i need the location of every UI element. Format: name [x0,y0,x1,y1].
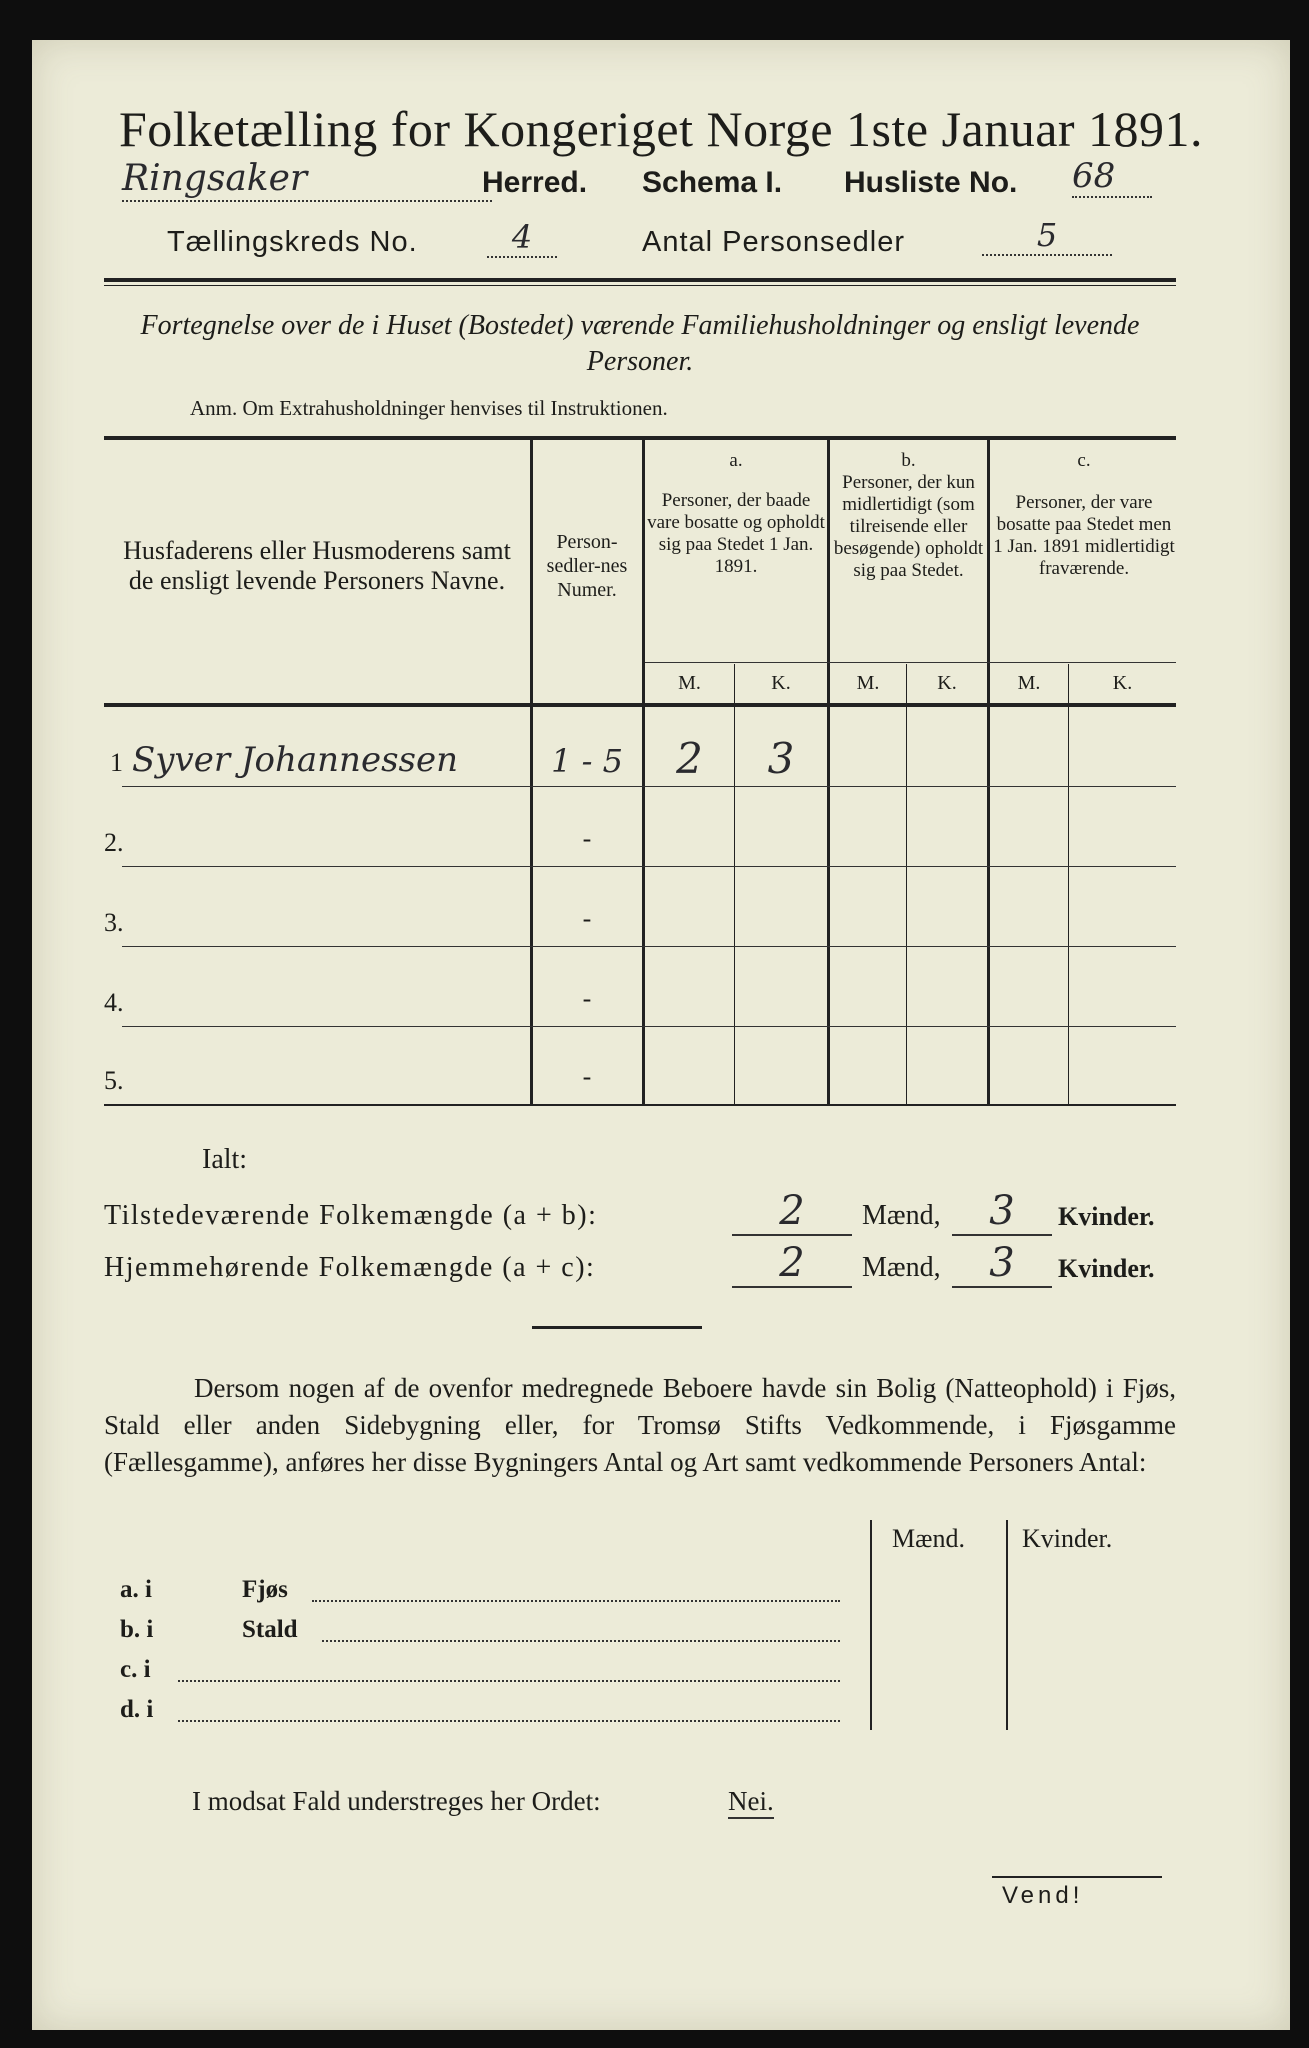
vline-a [827,440,830,1106]
row-b-dots [322,1640,840,1642]
vline-b [987,440,990,1106]
vline-b-mk [906,664,907,1106]
row-rule-2 [122,866,1176,867]
row-2-num: - [582,824,592,853]
col-a-letter: a. [729,450,743,471]
row-5-no: 5. [104,1066,124,1095]
buildings-text: Dersom nogen af de ovenfor medregnede Beboere havde sin Bolig (Natteophold) i Fjøs, Stald eller anden Sidebygning eller, for Tromsø Stifts Vedkommende, i Fjøsgamme (Fællesgamme), anføres her disse Bygningers Antal og Art samt vedkommende Personers Antal: [104,1373,1176,1477]
buildings-kvinder-header: Kvinder. [1022,1524,1113,1553]
buildings-vline-2 [1006,1520,1008,1730]
row-c-dots [178,1680,840,1682]
hjemme-kvinder-value: 3 [952,1240,1052,1288]
row-rule-1 [122,786,1176,787]
col-header-name: Husfaderens eller Husmoderens samt de ensligt levende Personers Navne. [123,536,511,595]
row-b-letter: b. i [120,1616,154,1643]
row-4-num: - [582,984,592,1013]
vline-c-mk [1068,664,1069,1106]
col-header-num: Person-sedler-nes Numer. [546,531,628,601]
row-3-num: - [582,904,592,933]
row-d-dots [178,1720,840,1722]
header-rule [104,278,1176,282]
col-header-a: Personer, der baade vare bosatte og opholdt sig paa Stedet 1 Jan. 1891. [647,490,825,577]
herred-label: Herred. [482,166,588,199]
kreds-value: 4 [487,218,557,258]
vend-label: Vend! [1002,1882,1084,1909]
husliste-label: Husliste No. [844,166,1018,199]
kreds-label: Tællingskreds No. [167,226,418,258]
vline-name [530,440,533,1106]
anm-note: Anm. Om Extrahusholdninger henvises til Instruktionen. [190,396,668,420]
separator-rule [532,1326,702,1329]
schema-label: Schema I. [642,166,783,199]
b-m-header: M. [856,672,880,694]
row-1-name: Syver Johannessen [132,740,458,780]
row-1-no: 1 [110,748,123,777]
nei-word: Nei. [728,1786,774,1819]
row-3-no: 3. [104,908,124,937]
hjemme-label: Hjemmehørende Folkemængde (a + c): [104,1252,596,1283]
table-bottom-rule [104,1104,1176,1106]
table-top-rule [104,436,1176,440]
b-k-header: K. [937,672,957,694]
husliste-value: 68 [1072,156,1152,198]
row-a-dots [312,1600,840,1602]
hjemme-maend-value: 2 [732,1240,852,1288]
vline-a-mk [734,664,735,1106]
vend-rule [992,1876,1162,1878]
c-m-header: M. [1017,672,1041,694]
nei-text: I modsat Fald understreges her Ordet: [192,1786,601,1816]
header-rule-thin [104,285,1176,286]
row-5-num: - [582,1062,592,1091]
personsedler-label: Antal Personsedler [642,226,906,258]
hjemme-maend-label: Mænd, [862,1252,941,1283]
col-c-letter: c. [1077,450,1091,471]
c-k-header: K. [1112,672,1133,694]
row-d-letter: d. i [120,1696,154,1723]
row-4-no: 4. [104,988,124,1017]
row-a-label: Fjøs [242,1576,288,1603]
table-header-rule [104,703,1176,707]
tilstede-label: Tilstedeværende Folkemængde (a + b): [104,1200,598,1231]
tilstede-kvinder-value: 3 [952,1188,1052,1236]
row-b-label: Stald [242,1616,298,1643]
row-2-no: 2. [104,828,124,857]
col-header-b: Personer, der kun midlertidigt (som tilreisende eller besøgende) opholdt sig paa Stedet. [833,472,984,581]
row-a-letter: a. i [120,1576,152,1603]
a-k-header: K. [771,672,791,694]
col-header-c: Personer, der vare bosatte paa Stedet men 1 Jan. 1891 midlertidigt fraværende. [993,492,1175,579]
tilstede-kvinder-label: Kvinder. [1058,1202,1155,1231]
tilstede-maend-label: Mænd, [862,1200,941,1231]
row-1-a-m: 2 [676,734,703,783]
buildings-vline-1 [870,1520,872,1730]
form-title: Folketælling for Kongeriget Norge 1ste Januar 1891. [118,101,1204,157]
buildings-maend-header: Mænd. [892,1524,965,1553]
hjemme-kvinder-label: Kvinder. [1058,1254,1155,1283]
ialt-label: Ialt: [202,1144,248,1175]
herred-value: Ringsaker [122,158,492,202]
row-1-num: 1 - 5 [551,742,623,780]
row-1-a-k: 3 [767,734,795,783]
tilstede-maend-value: 2 [732,1188,852,1236]
personsedler-value: 5 [982,216,1112,256]
col-b-letter: b. [901,450,916,471]
mk-rule [645,662,1176,663]
census-form [32,40,1290,2030]
row-rule-3 [122,946,1176,947]
intro-text: Fortegnelse over de i Huset (Bostedet) værende Familiehusholdninger og ensligt levende Personer. [140,310,1140,377]
a-m-header: M. [678,672,701,694]
row-rule-4 [122,1026,1176,1027]
row-c-letter: c. i [120,1656,151,1683]
